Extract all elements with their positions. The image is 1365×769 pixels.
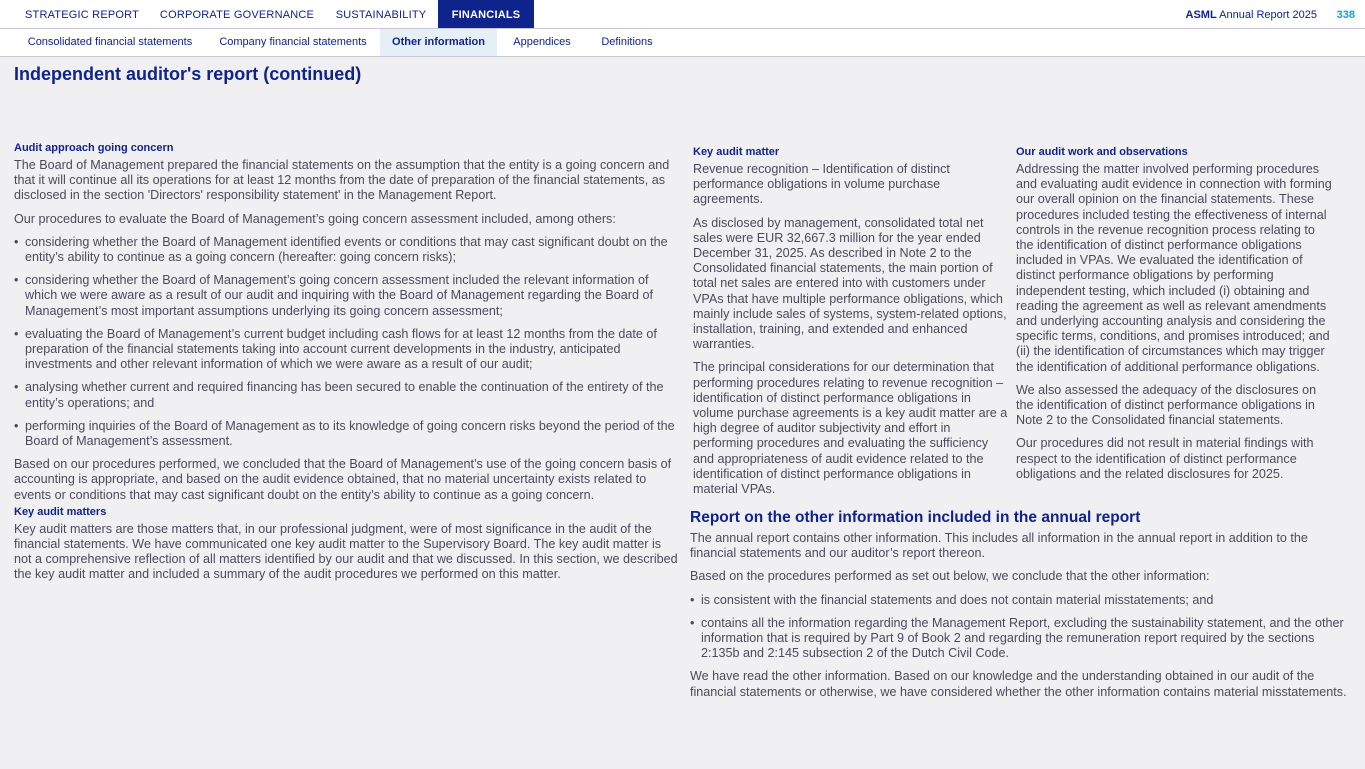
tab-strategic-report[interactable]: STRATEGIC REPORT bbox=[24, 9, 140, 21]
audit-work-heading: Our audit work and observations bbox=[1016, 146, 1188, 158]
key-audit-matter-title: Revenue recognition – Identification of distinct performance obligations in volume purchase agreements. bbox=[693, 162, 950, 207]
list-item: • evaluating the Board of Management’s current budget including cash flows for at least 12 months from the date of preparation of the financial statements taking into account current developments in the industry, anticipated investments and other relevant information of which we were aware as a result of our audit; bbox=[14, 327, 678, 373]
key-audit-matter-considerations: The principal considerations for our determination that performing procedures relating to revenue recognition – identification of distinct performance obligations in volume purchase agreements is a key audit matter are a high degree of auditor subjectivity and effort in performing procedures and evaluating the sufficiency and appropriateness of audit evidence related to the identification of distinct performance obligations in material VPAs. bbox=[693, 360, 1008, 497]
going-concern-conclusion: Based on our procedures performed, we concluded that the Board of Management’s use of the going concern basis of accounting is appropriate, and based on the audit evidence obtained, that no material uncertainty exists related to events or conditions that may cast significant doubt on the entity’s ability to continue as a going concern. bbox=[14, 457, 672, 502]
sub-navigation bbox=[0, 29, 1365, 57]
list-item: • contains all the information regarding the Management Report, excluding the sustainability statement, and the other information that is required by Part 9 of Book 2 and regarding the remuneration report required by the sections 2:135b and 2:145 subsection 2 of the Dutch Civil Code. bbox=[690, 616, 1356, 662]
page-number: 338 bbox=[1336, 9, 1355, 21]
key-audit-matters-heading: Key audit matters bbox=[14, 505, 107, 518]
tab-corporate-governance[interactable]: CORPORATE GOVERNANCE bbox=[159, 9, 315, 21]
subnav-company-financial-statements[interactable]: Company financial statements bbox=[219, 36, 367, 48]
list-item: • considering whether the Board of Management’s going concern assessment included the relevant information of which we were aware as a result of our audit and inquiring with the Board of Management regarding the Board of Management’s most important assumptions underlying its going concern assessment; bbox=[14, 273, 678, 319]
subnav-other-information[interactable]: Other information bbox=[380, 29, 497, 56]
left-column bbox=[14, 141, 678, 591]
other-information-conclusion-intro: Based on the procedures performed as set out below, we conclude that the other information: bbox=[690, 569, 1210, 584]
key-audit-matters-paragraph: Key audit matters are those matters that, in our professional judgment, were of most significance in the audit of the financial statements. We have communicated one key audit matter to the Supervisory Board. The key audit matter is not a comprehensive reflection of all matters identified by our audit and that we discussed. In this section, we described the key audit matter and included a summary of the audit procedures we performed on this matter. bbox=[14, 521, 678, 582]
other-information-section bbox=[690, 509, 1356, 708]
top-navigation bbox=[0, 0, 1365, 29]
subnav-definitions[interactable]: Definitions bbox=[601, 36, 653, 48]
key-audit-matter-disclosure: As disclosed by management, consolidated total net sales were EUR 32,667.3 million for the year ended December 31, 2025. As described in Note 2 to the Consolidated financial statements, the main portion of total net sales are entered into with customers under VPAs that have multiple performance obligations, which mainly include sales of systems, system-related options, installation, training, and extended and enhanced warranties. bbox=[693, 215, 1007, 352]
brand-suffix: Annual Report 2025 bbox=[1219, 9, 1317, 21]
going-concern-heading: Audit approach going concern bbox=[14, 142, 174, 154]
tab-financials[interactable]: FINANCIALS bbox=[438, 0, 534, 28]
list-item: • analysing whether current and required financing has been secured to enable the continuation of the entirety of the entity’s operations; and bbox=[14, 380, 678, 410]
tab-sustainability[interactable]: SUSTAINABILITY bbox=[335, 9, 427, 21]
brand-name: ASML bbox=[1185, 9, 1217, 21]
list-item: • is consistent with the financial statements and does not contain material misstatements; and bbox=[690, 593, 1356, 608]
subnav-appendices[interactable]: Appendices bbox=[513, 36, 571, 48]
key-audit-matter-heading: Key audit matter bbox=[693, 146, 780, 158]
other-information-heading: Report on the other information included in the annual report bbox=[690, 509, 1141, 526]
subnav-consolidated-financial-statements[interactable]: Consolidated financial statements bbox=[27, 36, 193, 48]
disclosure-assessment-paragraph: We also assessed the adequacy of the disclosures on the identification of distinct performance obligations in Note 2 to the Consolidated financial statements. bbox=[1016, 382, 1317, 428]
audit-work-paragraph: Addressing the matter involved performing procedures and evaluating audit evidence in connection with forming our overall opinion on the financial statements. These procedures included testing the effectiveness of internal controls in the revenue recognition process relating to the identification of distinct performance obligations included in VPAs. We evaluated the identification of distinct performance obligations by performing independent testing, which included (i) obtaining and reading the agreement as well as relevant amendments and underlying accounting analysis and considering the specific terms, conditions, and promises introduced; and (ii) the identification of circumstances which may trigger the identification of additional performance obligations. bbox=[1016, 162, 1332, 374]
other-information-intro: The annual report contains other information. This includes all information in the annual report in addition to the financial statements and our auditor’s report thereon. bbox=[690, 531, 1308, 561]
audit-findings-paragraph: Our procedures did not result in material findings with respect to the identification of distinct performance obligations and the related disclosures for 2025. bbox=[1016, 436, 1314, 481]
other-information-closing: We have read the other information. Based on our knowledge and the understanding obtained in our audit of the financial statements or otherwise, we have considered whether the other information contains material misstatements. bbox=[690, 669, 1347, 699]
list-item: • considering whether the Board of Management identified events or conditions that may cast significant doubt on the entity’s ability to continue as a going concern (hereafter: going concern risks); bbox=[14, 235, 678, 265]
report-brand[interactable] bbox=[1186, 0, 1317, 29]
list-item: • performing inquiries of the Board of Management as to its knowledge of going concern risks beyond the period of the Board of Management’s assessment. bbox=[14, 419, 678, 449]
going-concern-procedures-intro: Our procedures to evaluate the Board of Management’s going concern assessment included, among others: bbox=[14, 211, 616, 226]
going-concern-paragraph: The Board of Management prepared the financial statements on the assumption that the entity is a going concern and that it will continue all its operations for at least 12 months from the date of preparation of the financial statements, as disclosed in the section 'Directors' responsibility statement' in the Management Report. bbox=[14, 158, 670, 203]
page-title: Independent auditor's report (continued) bbox=[14, 64, 362, 84]
audit-work-column bbox=[1016, 145, 1334, 490]
key-audit-matter-column bbox=[693, 145, 1011, 505]
